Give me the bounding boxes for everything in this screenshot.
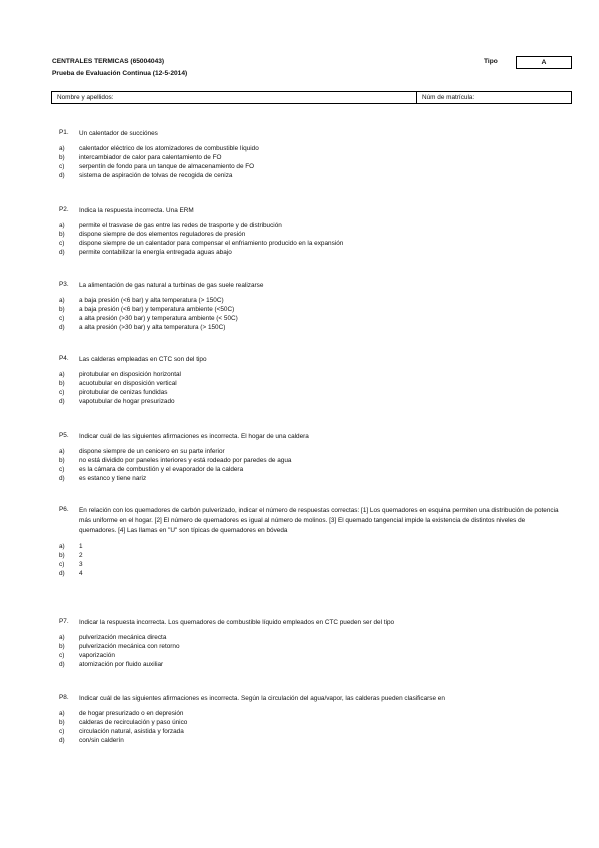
- question-text: Un calentador de succiónes: [79, 130, 158, 137]
- option-text: pulverización mecánica directa: [79, 633, 167, 641]
- option-text: pulverización mecánica con retorno: [79, 643, 180, 651]
- answer-option[interactable]: [59, 710, 559, 719]
- matricula-field[interactable]: Núm de matrícula:: [422, 94, 475, 101]
- question-number: P6.: [59, 506, 69, 513]
- question-block: [59, 618, 559, 671]
- option-text: 2: [79, 551, 83, 559]
- option-text: calderas de recirculación y paso único: [79, 719, 188, 727]
- option-letter: c): [59, 315, 65, 323]
- question-text: Indica la respuesta incorrecta. Una ERM: [79, 207, 194, 214]
- question-number: P2.: [59, 206, 69, 213]
- option-letter: a): [59, 709, 65, 717]
- option-text: dispone siempre de un cenicero en su parte inferior: [79, 447, 225, 455]
- option-letter: d): [59, 324, 65, 332]
- option-text: circulación natural, asistida y forzada: [79, 728, 184, 736]
- option-letter: c): [59, 728, 65, 736]
- answer-option[interactable]: [59, 634, 559, 643]
- answer-option[interactable]: [59, 466, 559, 475]
- question-text: Indicar cuál de las siguientes afirmaciones es incorrecta. Según la circulación del agua/vapor, las calderas pueden clasificarse en: [79, 695, 445, 702]
- course-title: CENTRALES TERMICAS (65004043): [52, 58, 165, 65]
- option-text: vapotubular de hogar presurizado: [79, 398, 175, 406]
- option-letter: a): [59, 542, 65, 550]
- question-stem: [59, 694, 559, 704]
- answer-option[interactable]: [59, 249, 559, 258]
- name-field[interactable]: Nombre y apellidos:: [52, 92, 417, 103]
- option-text: a baja presión (<6 bar) y temperatura ambiente (<50C): [79, 306, 235, 314]
- option-text: dispone siempre de un calentador para compensar el enfriamiento producido en la expansión: [79, 240, 344, 248]
- answer-option[interactable]: [59, 661, 559, 670]
- option-text: intercambiador de calor para calentamiento de FO: [79, 154, 222, 162]
- option-text: es estanco y tiene nariz: [79, 475, 147, 483]
- option-letter: d): [59, 249, 65, 257]
- question-block: [59, 206, 559, 259]
- option-letter: c): [59, 240, 65, 248]
- option-text: acuotubular en disposición vertical: [79, 380, 177, 388]
- option-letter: c): [59, 652, 65, 660]
- option-text: de hogar presurizado o en depresión: [79, 709, 184, 717]
- answer-option[interactable]: [59, 728, 559, 737]
- answer-option[interactable]: [59, 652, 559, 661]
- option-text: vaporización: [79, 652, 115, 660]
- question-block: [59, 694, 559, 747]
- option-text: a baja presión (<6 bar) y alta temperatura (> 150C): [79, 296, 224, 304]
- question-number: P7.: [59, 618, 69, 625]
- exam-subtitle: Prueba de Evaluación Continua (12-5-2014): [52, 70, 188, 77]
- option-letter: d): [59, 475, 65, 483]
- answer-option[interactable]: [59, 643, 559, 652]
- question-text: Indicar cuál de las siguientes afirmaciones es incorrecta. El hogar de una caldera: [79, 433, 309, 440]
- option-letter: a): [59, 633, 65, 641]
- answer-option[interactable]: [59, 398, 559, 407]
- question-block: [59, 432, 559, 485]
- answer-option[interactable]: [59, 570, 559, 579]
- option-text: pirotubular en disposición horizontal: [79, 370, 181, 378]
- answer-option[interactable]: [59, 737, 559, 746]
- answer-option[interactable]: [59, 561, 559, 570]
- option-text: serpentín de fondo para un tanque de almacenamiento de FO: [79, 163, 255, 171]
- question-number: P1.: [59, 129, 69, 136]
- answer-option[interactable]: [59, 145, 559, 154]
- option-letter: b): [59, 380, 65, 388]
- answer-option[interactable]: [59, 297, 559, 306]
- option-letter: c): [59, 561, 65, 569]
- option-text: es la cámara de combustión y el evaporador de la caldera: [79, 466, 244, 474]
- question-stem: [59, 432, 559, 442]
- option-text: a alta presión (>30 bar) y alta temperatura (> 150C): [79, 324, 226, 332]
- student-info-row: [51, 91, 572, 104]
- question-block: [59, 355, 559, 408]
- answer-option[interactable]: [59, 222, 559, 231]
- option-text: pirotubular de cenizas fundidas: [79, 389, 168, 397]
- option-letter: b): [59, 154, 65, 162]
- option-text: a alta presión (>30 bar) y temperatura ambiente (< 50C): [79, 315, 238, 323]
- option-text: 4: [79, 570, 83, 578]
- question-number: P8.: [59, 694, 69, 701]
- option-letter: c): [59, 466, 65, 474]
- option-letter: b): [59, 643, 65, 651]
- answer-option[interactable]: [59, 380, 559, 389]
- answer-option[interactable]: [59, 306, 559, 315]
- answer-option[interactable]: [59, 719, 559, 728]
- answer-option[interactable]: [59, 154, 559, 163]
- answer-option[interactable]: [59, 543, 559, 552]
- option-letter: b): [59, 719, 65, 727]
- question-stem: [59, 281, 559, 291]
- tipo-label: Tipo: [484, 58, 498, 65]
- answer-option[interactable]: [59, 389, 559, 398]
- question-block: [59, 129, 559, 182]
- option-letter: b): [59, 231, 65, 239]
- option-text: atomización por fluido auxiliar: [79, 661, 164, 669]
- question-text: En relación con los quemadores de carbón pulverizado, indicar el número de respuestas correctas: [1] Los quemadores en esquina permiten una distribución de potencia más uniforme en el hogar. [2] El número de quemadores es igual al número de molinos. [3] El quemado tangencial impide la existencia de distintos niveles de quemadores. [4] Las llamas en "U" son típicas de quemadores en bóveda: [79, 507, 559, 534]
- answer-option[interactable]: [59, 371, 559, 380]
- option-text: 1: [79, 542, 83, 550]
- answer-option[interactable]: [59, 324, 559, 333]
- option-letter: a): [59, 144, 65, 152]
- answer-option[interactable]: [59, 240, 559, 249]
- option-text: 3: [79, 561, 83, 569]
- question-number: P3.: [59, 281, 69, 288]
- question-block: [59, 506, 559, 580]
- option-letter: c): [59, 389, 65, 397]
- option-letter: a): [59, 221, 65, 229]
- answer-option[interactable]: [59, 231, 559, 240]
- option-text: dispone siempre de dos elementos reguladores de presión: [79, 231, 246, 239]
- option-text: no está dividido por paneles interiores y está rodeado por paredes de agua: [79, 457, 292, 465]
- question-number: P4.: [59, 355, 69, 362]
- option-text: permite el trasvase de gas entre las redes de trasporte y de distribución: [79, 221, 282, 229]
- option-text: calentador eléctrico de los atomizadores de combustible líquido: [79, 144, 259, 152]
- option-letter: c): [59, 163, 65, 171]
- question-text: La alimentación de gas natural a turbinas de gas suele realizarse: [79, 282, 264, 289]
- question-stem: [59, 129, 559, 139]
- question-stem: [59, 355, 559, 365]
- answer-option[interactable]: [59, 163, 559, 172]
- question-number: P5.: [59, 432, 69, 439]
- option-text: permite contabilizar la energía entregada aguas abajo: [79, 249, 232, 257]
- answer-option[interactable]: [59, 172, 559, 181]
- option-letter: b): [59, 306, 65, 314]
- option-letter: a): [59, 447, 65, 455]
- tipo-box: A: [516, 56, 572, 69]
- option-letter: d): [59, 398, 65, 406]
- option-letter: d): [59, 661, 65, 669]
- question-stem: [59, 506, 559, 536]
- option-letter: b): [59, 551, 65, 559]
- option-letter: a): [59, 296, 65, 304]
- question-stem: [59, 206, 559, 216]
- question-stem: [59, 618, 559, 628]
- answer-option[interactable]: [59, 315, 559, 324]
- option-letter: d): [59, 172, 65, 180]
- answer-option[interactable]: [59, 475, 559, 484]
- option-letter: d): [59, 737, 65, 745]
- answer-option[interactable]: [59, 448, 559, 457]
- option-text: con/sin calderín: [79, 737, 124, 745]
- option-text: sistema de aspiración de tolvas de recogida de ceniza: [79, 172, 233, 180]
- option-letter: b): [59, 457, 65, 465]
- option-letter: a): [59, 370, 65, 378]
- answer-option[interactable]: [59, 457, 559, 466]
- question-block: [59, 281, 559, 334]
- option-letter: d): [59, 570, 65, 578]
- question-text: Las calderas empleadas en CTC son del tipo: [79, 356, 207, 363]
- question-text: Indicar la respuesta incorrecta. Los quemadores de combustible líquido empleados en CTC pueden ser del tipo: [79, 619, 395, 626]
- answer-option[interactable]: [59, 552, 559, 561]
